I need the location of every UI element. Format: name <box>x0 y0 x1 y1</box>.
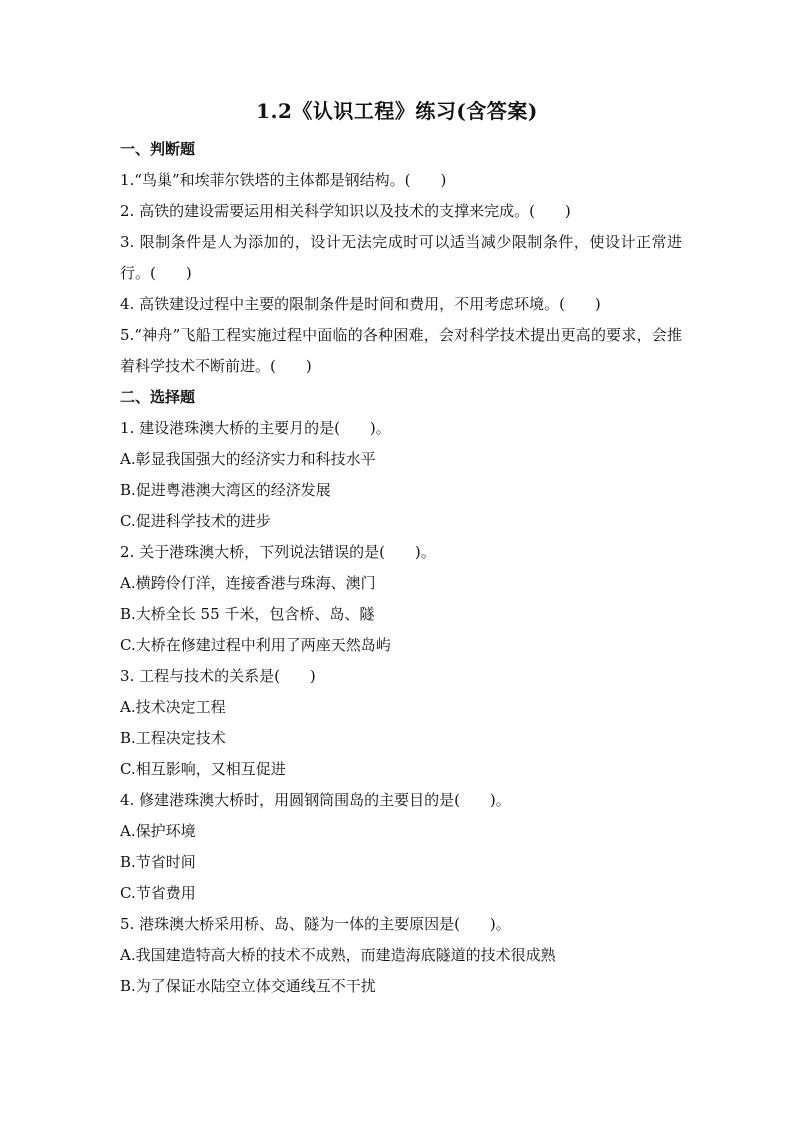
document-body <box>120 134 682 1002</box>
question-2-option-a: A.横跨伶仃洋，连接香港与珠海、澳门 <box>120 574 376 592</box>
question-3-option-c: C.相互影响，又相互促进 <box>120 760 286 778</box>
question-5-option-b: B.为了保证水陆空立体交通线互不干扰 <box>120 977 376 995</box>
question-2-option-c: C.大桥在修建过程中利用了两座天然岛屿 <box>120 636 391 654</box>
true-false-item-1: 1.“鸟巢”和埃菲尔铁塔的主体都是钢结构。( ) <box>120 171 447 189</box>
question-3-option-b: B.工程决定技术 <box>120 729 226 747</box>
question-1-option-a: A.彰显我国强大的经济实力和科技水平 <box>120 450 376 468</box>
true-false-item-3: 3. 限制条件是人为添加的，设计无法完成时可以适当减少限制条件，使设计正常进行。( ) <box>120 233 682 282</box>
question-4-option-b: B.节省时间 <box>120 853 196 871</box>
question-3-stem: 3. 工程与技术的关系是( ) <box>120 667 316 685</box>
question-4-option-c: C.节省费用 <box>120 884 196 902</box>
question-5-option-a: A.我国建造特高大桥的技术不成熟，而建造海底隧道的技术很成熟 <box>120 946 556 964</box>
section-heading-true-false: 一、判断题 <box>120 140 196 158</box>
question-2-stem: 2. 关于港珠澳大桥，下列说法错误的是( )。 <box>120 543 436 561</box>
question-1-option-b: B.促进粤港澳大湾区的经济发展 <box>120 481 331 499</box>
question-3-option-a: A.技术决定工程 <box>120 698 226 716</box>
section-heading-multiple-choice: 二、选择题 <box>120 388 196 406</box>
question-5-stem: 5. 港珠澳大桥采用桥、岛、隧为一体的主要原因是( )。 <box>120 915 511 933</box>
question-4-option-a: A.保护环境 <box>120 822 196 840</box>
question-1-option-c: C.促进科学技术的进步 <box>120 512 271 530</box>
document-title: 1.2《认识工程》练习(含答案) <box>256 99 538 123</box>
question-4-stem: 4. 修建港珠澳大桥时，用圆钢筒围岛的主要目的是( )。 <box>120 791 511 809</box>
question-1-stem: 1. 建设港珠澳大桥的主要月的是( )。 <box>120 419 391 437</box>
true-false-item-2: 2. 高铁的建设需要运用相关科学知识以及技术的支撑来完成。( ) <box>120 202 571 220</box>
true-false-item-4: 4. 高铁建设过程中主要的限制条件是时间和费用，不用考虑环境。( ) <box>120 295 601 313</box>
question-2-option-b: B.大桥全长 55 千米，包含桥、岛、隧 <box>120 605 375 623</box>
true-false-item-5: 5.“神舟”飞船工程实施过程中面临的各种困难，会对科学技术提出更高的要求，会推着科学技术不断前进。( ) <box>120 326 682 375</box>
